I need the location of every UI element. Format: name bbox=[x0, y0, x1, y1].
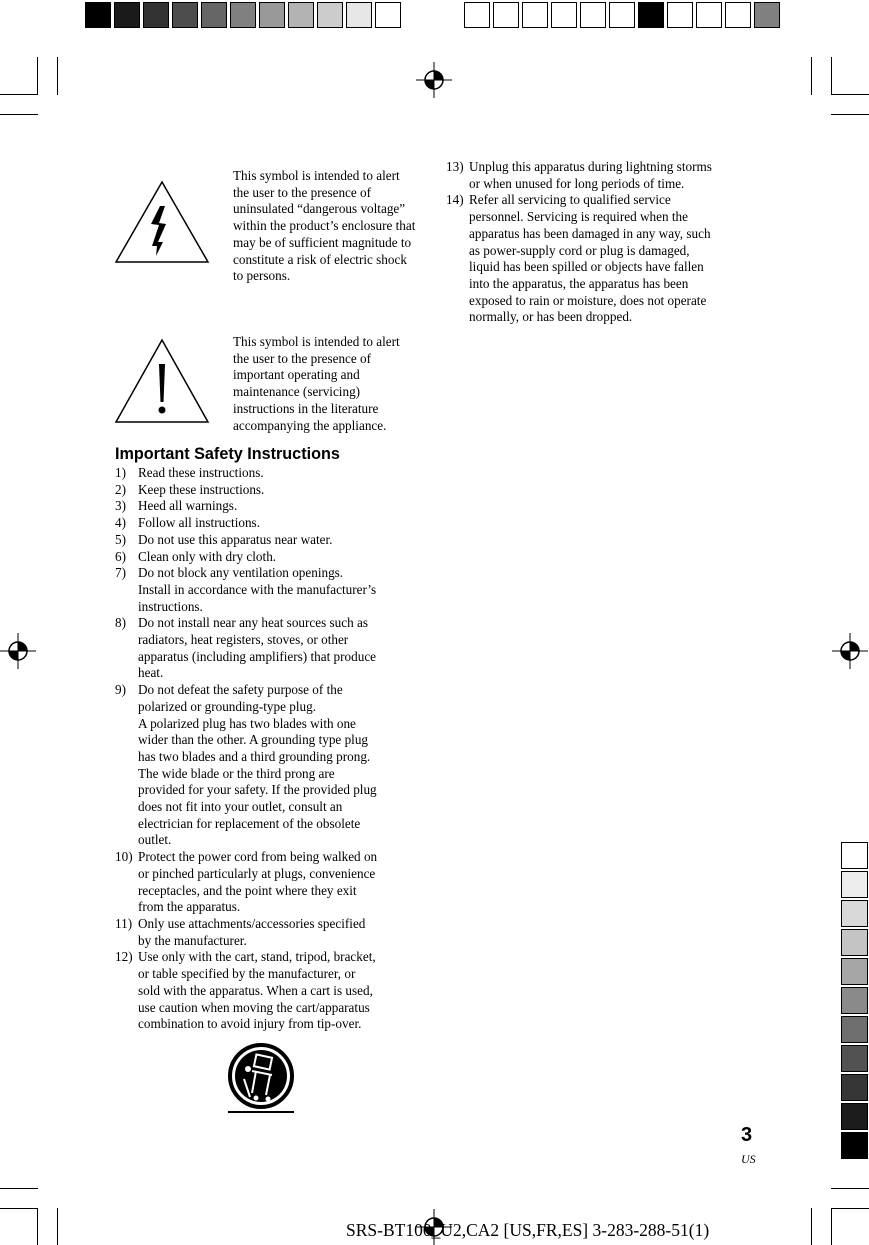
color-swatch bbox=[841, 987, 868, 1014]
color-swatch bbox=[754, 2, 780, 28]
safety-instruction-item bbox=[115, 482, 415, 499]
item-text-line: from the apparatus. bbox=[138, 899, 241, 915]
safety-instruction-item bbox=[446, 192, 746, 326]
item-text-line: A polarized plug has two blades with one bbox=[138, 715, 356, 731]
safety-instruction-item bbox=[115, 498, 415, 515]
item-number: 6) bbox=[115, 548, 126, 564]
color-swatch bbox=[725, 2, 751, 28]
color-swatch bbox=[580, 2, 606, 28]
registration-mark-right-icon bbox=[832, 633, 868, 669]
item-text-line: does not fit into your outlet, consult an bbox=[138, 799, 343, 815]
registration-mark-top-icon bbox=[416, 62, 452, 98]
item-text-line: Heed all warnings. bbox=[138, 498, 238, 514]
item-text-line: Do not use this apparatus near water. bbox=[138, 531, 333, 547]
item-text-line: polarized or grounding-type plug. bbox=[138, 698, 316, 714]
item-text-line: instructions. bbox=[138, 598, 203, 614]
page-number: 3 bbox=[741, 1124, 753, 1146]
item-number: 11) bbox=[115, 915, 133, 931]
color-swatch bbox=[841, 1103, 868, 1130]
item-text-line: Do not defeat the safety purpose of the bbox=[138, 682, 343, 698]
color-swatch bbox=[638, 2, 664, 28]
color-swatch bbox=[551, 2, 577, 28]
item-number: 14) bbox=[446, 192, 464, 208]
item-text-line: as power-supply cord or plug is damaged, bbox=[469, 242, 690, 258]
item-text-line: Clean only with dry cloth. bbox=[138, 548, 277, 564]
color-swatch bbox=[841, 1132, 868, 1159]
safety-instruction-item bbox=[115, 515, 415, 532]
item-text-line: Keep these instructions. bbox=[138, 481, 265, 497]
item-text-line: Unplug this apparatus during lightning storms bbox=[469, 159, 712, 174]
color-swatch bbox=[841, 1016, 868, 1043]
registration-mark-left-icon bbox=[0, 633, 36, 669]
item-text-line: receptacles, and the point where they exit bbox=[138, 882, 357, 898]
color-swatch bbox=[201, 2, 227, 28]
color-swatch bbox=[493, 2, 519, 28]
safety-instruction-item bbox=[115, 549, 415, 566]
exclamation-warning-icon bbox=[114, 338, 210, 424]
item-text-line: Protect the power cord from being walked on bbox=[138, 849, 378, 865]
safety-instruction-item bbox=[115, 682, 415, 849]
item-text-line: or when unused for long periods of time. bbox=[469, 175, 685, 191]
safety-instruction-item bbox=[115, 465, 415, 482]
safety-instruction-item bbox=[115, 532, 415, 549]
color-swatch bbox=[841, 871, 868, 898]
item-number: 3) bbox=[115, 498, 126, 514]
item-text-line: Refer all servicing to qualified service bbox=[469, 192, 671, 208]
color-swatch bbox=[230, 2, 256, 28]
item-text-line: Follow all instructions. bbox=[138, 515, 260, 531]
document-footer-code: SRS-BT100_U2,CA2 [US,FR,ES] 3-283-288-51(1) bbox=[346, 1220, 710, 1240]
item-text-line: Install in accordance with the manufacturer’s bbox=[138, 581, 377, 597]
color-swatch bbox=[841, 842, 868, 869]
item-text-line: apparatus has been damaged in any way, such bbox=[469, 225, 711, 241]
color-swatch bbox=[172, 2, 198, 28]
safety-instruction-item bbox=[115, 849, 415, 916]
item-text-line: radiators, heat registers, stoves, or other bbox=[138, 632, 349, 648]
color-swatch bbox=[464, 2, 490, 28]
color-swatch bbox=[522, 2, 548, 28]
cart-tip-over-warning-icon bbox=[226, 1043, 296, 1115]
color-swatch bbox=[841, 900, 868, 927]
item-text-line: electrician for replacement of the obsolete bbox=[138, 815, 361, 831]
lightning-symbol-description: This symbol is intended to alert the user to the presence of uninsulated “dangerous voltage” within the product’s enclosure that may be of sufficient magnitude to constitute a risk of electric shock to persons. bbox=[233, 168, 416, 284]
color-swatch bbox=[85, 2, 111, 28]
item-text-line: liquid has been spilled or objects have fallen bbox=[469, 259, 704, 275]
safety-list-left bbox=[115, 465, 415, 1033]
color-swatch bbox=[841, 1074, 868, 1101]
item-text-line: use caution when moving the cart/apparatus bbox=[138, 999, 370, 1015]
item-text-line: outlet. bbox=[138, 832, 172, 848]
item-text-line: by the manufacturer. bbox=[138, 932, 247, 948]
item-text-line: or table specified by the manufacturer, or bbox=[138, 966, 356, 982]
color-swatch bbox=[841, 958, 868, 985]
item-number: 1) bbox=[115, 465, 126, 480]
item-text-line: exposed to rain or moisture, does not operate bbox=[469, 292, 707, 308]
item-text-line: combination to avoid injury from tip-over. bbox=[138, 1016, 362, 1032]
item-number: 10) bbox=[115, 849, 133, 865]
color-swatch bbox=[317, 2, 343, 28]
item-text-line: Do not block any ventilation openings. bbox=[138, 565, 344, 581]
item-number: 2) bbox=[115, 481, 126, 497]
item-text-line: heat. bbox=[138, 665, 164, 681]
safety-instruction-item bbox=[115, 615, 415, 682]
item-number: 9) bbox=[115, 682, 126, 698]
item-text-line: Only use attachments/accessories specified bbox=[138, 915, 366, 931]
item-text-line: sold with the apparatus. When a cart is used, bbox=[138, 982, 373, 998]
item-text-line: into the apparatus, the apparatus has been bbox=[469, 275, 689, 291]
safety-instruction-item bbox=[446, 159, 746, 192]
item-text-line: Do not install near any heat sources such as bbox=[138, 615, 368, 631]
region-code: US bbox=[741, 1152, 756, 1166]
color-swatch bbox=[667, 2, 693, 28]
safety-list-right bbox=[446, 159, 746, 326]
item-text-line: Read these instructions. bbox=[138, 465, 264, 480]
item-number: 5) bbox=[115, 531, 126, 547]
item-number: 7) bbox=[115, 565, 126, 581]
item-text-line: apparatus (including amplifiers) that produce bbox=[138, 648, 377, 664]
item-text-line: or pinched particularly at plugs, convenience bbox=[138, 865, 376, 881]
item-number: 8) bbox=[115, 615, 126, 631]
color-swatch bbox=[841, 1045, 868, 1072]
item-text-line: personnel. Servicing is required when the bbox=[469, 209, 688, 225]
item-number: 12) bbox=[115, 949, 133, 965]
color-swatch bbox=[114, 2, 140, 28]
color-swatch bbox=[696, 2, 722, 28]
exclamation-symbol-description: This symbol is intended to alert the user to the presence of important operating and maintenance (servicing) instructions in the literature accompanying the appliance. bbox=[233, 334, 400, 433]
safety-heading: Important Safety Instructions bbox=[115, 445, 340, 463]
safety-instruction-item bbox=[115, 565, 415, 615]
color-swatch bbox=[841, 929, 868, 956]
item-text-line: wider than the other. A grounding type plug bbox=[138, 732, 369, 748]
item-number: 4) bbox=[115, 515, 126, 531]
item-text-line: has two blades and a third grounding prong. bbox=[138, 748, 371, 764]
color-swatch bbox=[259, 2, 285, 28]
lightning-warning-icon bbox=[114, 180, 210, 264]
color-swatch bbox=[346, 2, 372, 28]
color-swatch bbox=[288, 2, 314, 28]
safety-instruction-item bbox=[115, 949, 415, 1033]
item-text-line: Use only with the cart, stand, tripod, bracket, bbox=[138, 949, 376, 965]
safety-instruction-item bbox=[115, 916, 415, 949]
item-text-line: provided for your safety. If the provided plug bbox=[138, 782, 377, 798]
item-text-line: normally, or has been dropped. bbox=[469, 309, 633, 325]
color-swatch bbox=[609, 2, 635, 28]
item-text-line: The wide blade or the third prong are bbox=[138, 765, 335, 781]
color-swatch bbox=[143, 2, 169, 28]
item-number: 13) bbox=[446, 159, 464, 174]
color-swatch bbox=[375, 2, 401, 28]
